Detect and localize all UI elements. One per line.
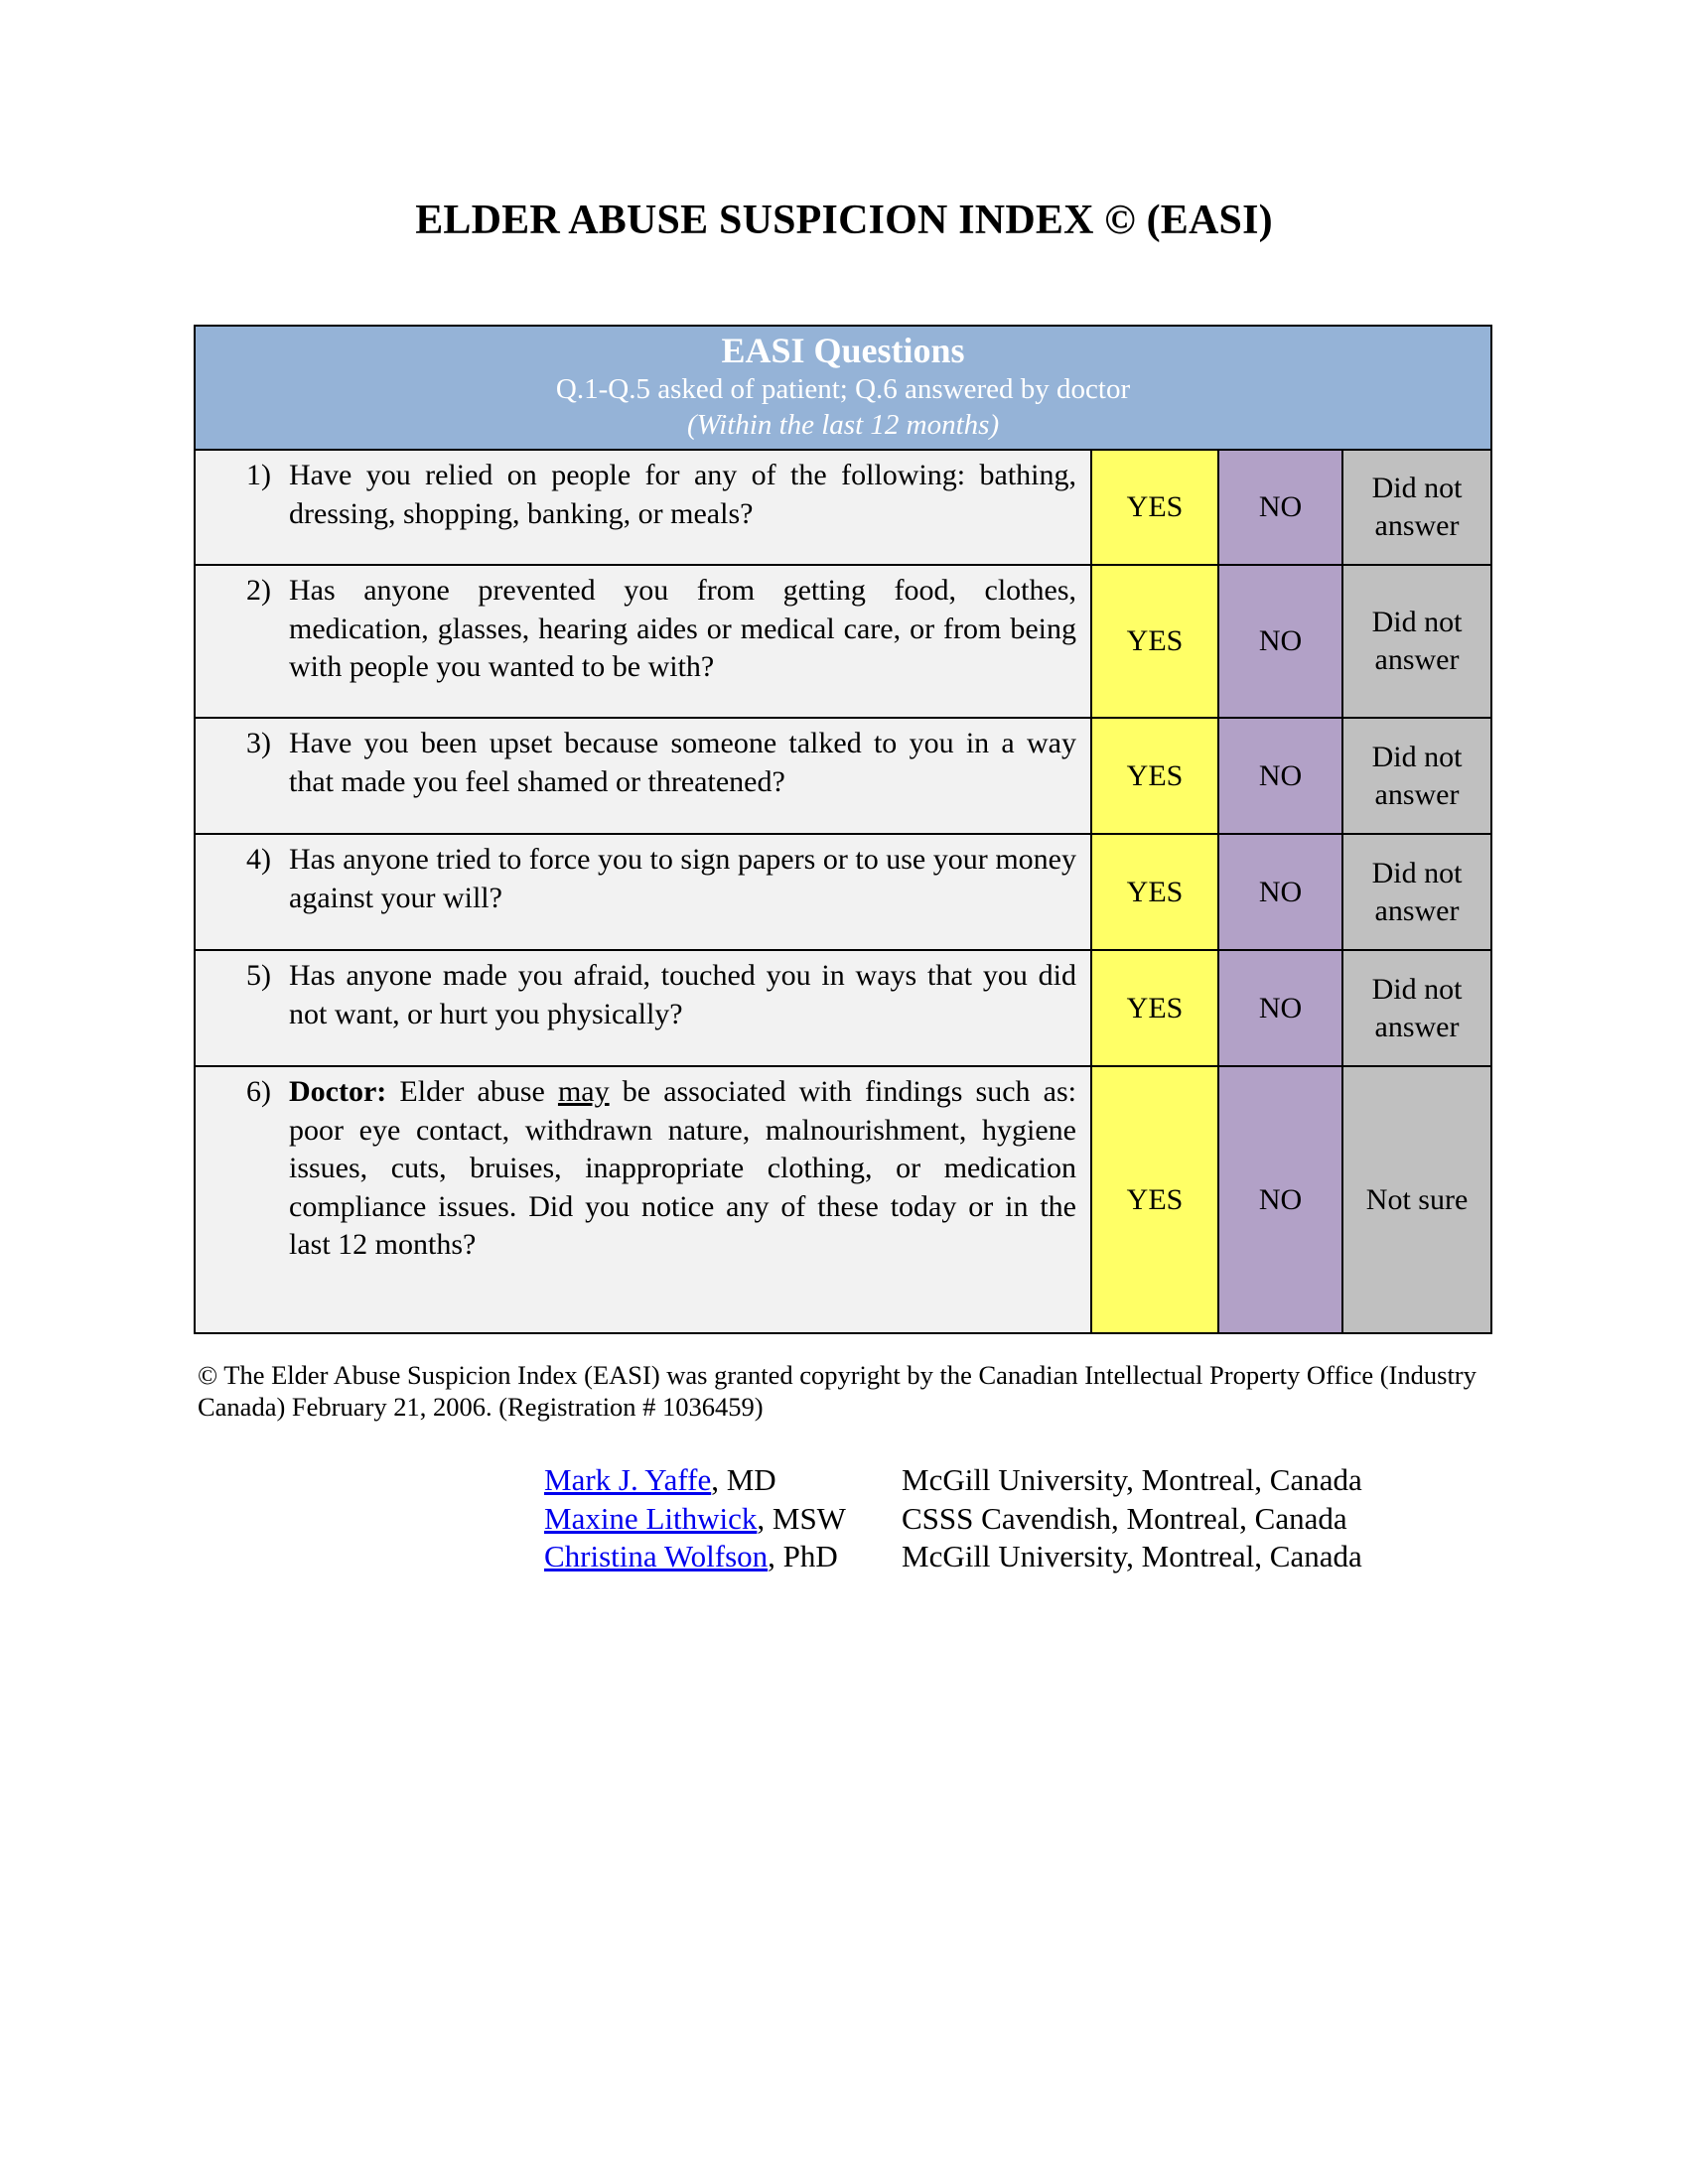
question-text-part: Elder abuse <box>386 1075 558 1108</box>
question-cell <box>195 950 1091 1066</box>
question-text: Have you relied on people for any of the following: bathing, dressing, shopping, banking, or meals? <box>289 459 1076 530</box>
easi-table <box>194 325 1492 1334</box>
author-affiliation: McGill University, Montreal, Canada <box>902 1539 1362 1573</box>
author-degree: , MSW <box>757 1500 846 1536</box>
did-not-answer-option[interactable]: Did not answer <box>1342 718 1491 834</box>
table-header-row <box>195 326 1491 450</box>
author-affiliation: CSSS Cavendish, Montreal, Canada <box>902 1500 1347 1536</box>
yes-option[interactable]: YES <box>1091 565 1218 718</box>
copyright-notice: © The Elder Abuse Suspicion Index (EASI) was granted copyright by the Canadian Intellectual Property Office (Industry Canada) February 21, 2006. (Registration # 1036459) <box>198 1360 1477 1422</box>
question-cell <box>195 834 1091 950</box>
yes-option[interactable]: YES <box>1091 718 1218 834</box>
question-text: Has anyone made you afraid, touched you in ways that you did not want, or hurt you physically? <box>289 959 1076 1030</box>
table-row <box>195 718 1491 834</box>
table-header-subtitle: Q.1-Q.5 asked of patient; Q.6 answered by doctor <box>555 373 1131 405</box>
not-sure-option[interactable]: Not sure <box>1342 1066 1491 1333</box>
no-option[interactable]: NO <box>1218 950 1342 1066</box>
table-row <box>195 834 1491 950</box>
question-cell <box>195 565 1091 718</box>
question-cell <box>195 450 1091 565</box>
table-row <box>195 950 1491 1066</box>
page-title: ELDER ABUSE SUSPICION INDEX © (EASI) <box>415 198 1273 243</box>
no-option[interactable]: NO <box>1218 450 1342 565</box>
question-text: Has anyone prevented you from getting food, clothes, medication, glasses, hearing aides or medical care, or from being with people you wanted to be with? <box>289 574 1076 683</box>
question-number: 3) <box>246 727 271 759</box>
question-number: 5) <box>246 959 271 992</box>
table-row <box>195 565 1491 718</box>
author-row <box>544 1461 1362 1500</box>
question-number: 6) <box>246 1075 271 1108</box>
question-cell <box>195 718 1091 834</box>
no-option[interactable]: NO <box>1218 565 1342 718</box>
author-link[interactable]: Mark J. Yaffe <box>544 1462 712 1497</box>
yes-option[interactable]: YES <box>1091 834 1218 950</box>
author-affiliation: McGill University, Montreal, Canada <box>902 1462 1362 1497</box>
question-text: Has anyone tried to force you to sign papers or to use your money against your will? <box>289 843 1076 914</box>
question-cell <box>195 1066 1091 1333</box>
question-number: 2) <box>246 574 271 607</box>
question-text-part: be associated with findings such as: poor eye contact, withdrawn nature, malnourishment, hygiene issues, cuts, bruises, inappropriate clothing, or medication compliance issues. Did you notice any of these today or in the last 12 months? <box>289 1075 1076 1261</box>
no-option[interactable]: NO <box>1218 1066 1342 1333</box>
question-text: Have you been upset because someone talked to you in a way that made you feel shamed or threatened? <box>289 727 1076 798</box>
no-option[interactable]: NO <box>1218 718 1342 834</box>
emphasis-may: may <box>557 1075 610 1108</box>
did-not-answer-option[interactable]: Did not answer <box>1342 565 1491 718</box>
author-row <box>544 1538 1362 1576</box>
table-row <box>195 1066 1491 1333</box>
did-not-answer-option[interactable]: Did not answer <box>1342 950 1491 1066</box>
doctor-label: Doctor: <box>289 1075 387 1108</box>
author-degree: , MD <box>711 1462 776 1497</box>
yes-option[interactable]: YES <box>1091 450 1218 565</box>
question-number: 1) <box>246 459 271 491</box>
question-text <box>289 1073 1076 1265</box>
authors-list <box>544 1461 1362 1576</box>
table-row <box>195 450 1491 565</box>
did-not-answer-option[interactable]: Did not answer <box>1342 450 1491 565</box>
table-header <box>195 326 1491 450</box>
author-degree: , PhD <box>768 1539 838 1573</box>
table-header-note: (Within the last 12 months) <box>686 409 1000 441</box>
author-link[interactable]: Maxine Lithwick <box>544 1500 758 1536</box>
question-number: 4) <box>246 843 271 876</box>
did-not-answer-option[interactable]: Did not answer <box>1342 834 1491 950</box>
author-link[interactable]: Christina Wolfson <box>544 1539 769 1573</box>
no-option[interactable]: NO <box>1218 834 1342 950</box>
yes-option[interactable]: YES <box>1091 950 1218 1066</box>
table-header-title: EASI Questions <box>721 331 965 370</box>
yes-option[interactable]: YES <box>1091 1066 1218 1333</box>
author-row <box>544 1500 1362 1539</box>
